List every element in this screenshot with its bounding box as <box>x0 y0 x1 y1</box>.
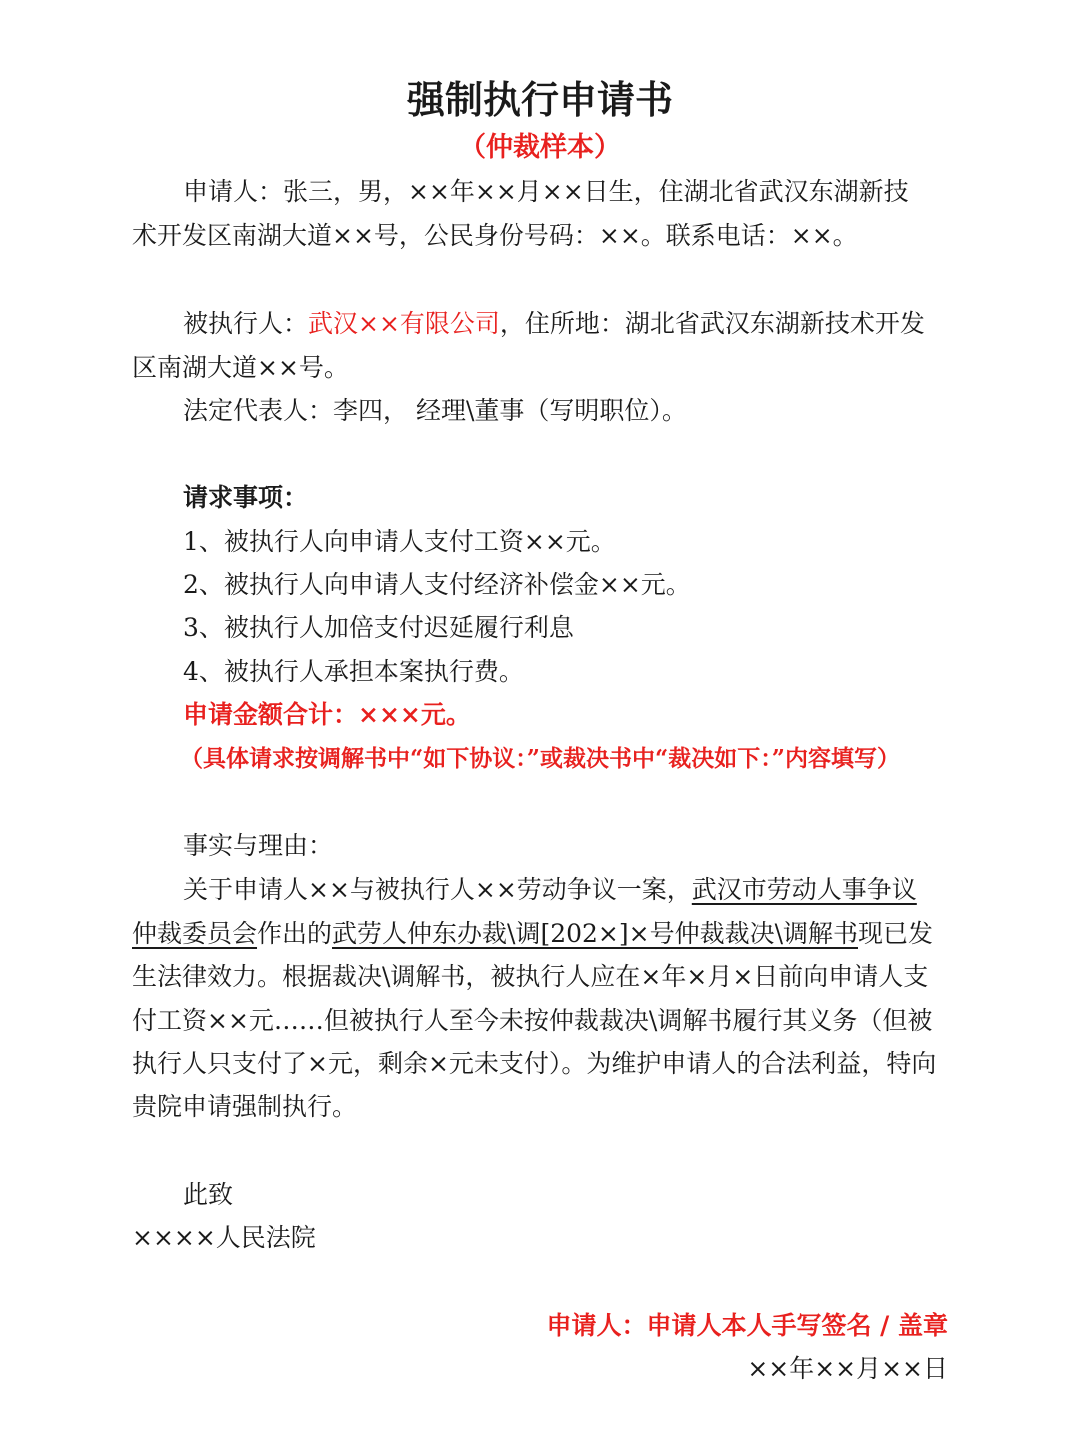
facts-line-4: 付工资××元……但被执行人至今未按仲裁裁决\调解书履行其义务（但被 <box>132 1006 933 1035</box>
signature-date: ××年××月××日 <box>747 1354 948 1383</box>
court-name: ××××人民法院 <box>132 1223 316 1252</box>
applicant-line-1: 申请人：张三，男，××年××月××日生，住湖北省武汉东湖新技 <box>183 177 909 206</box>
legal-representative: 法定代表人：李四， 经理\董事（写明职位）。 <box>183 396 687 425</box>
facts-line-5: 执行人只支付了×元，剩余×元未支付）。为维护申请人的合法利益，特向 <box>132 1049 937 1078</box>
signature-line: 申请人：申请人本人手写签名 / 盖章 <box>546 1311 948 1340</box>
facts-text: 关于申请人××与被执行人××劳动争议一案， <box>183 875 692 904</box>
facts-line-1 <box>183 868 948 912</box>
request-item-3: 3、被执行人加倍支付迟延履行利息 <box>183 613 574 642</box>
facts-line-2 <box>132 912 948 956</box>
facts-line-3: 生法律效力。根据裁决\调解书，被执行人应在×年×月×日前向申请人支 <box>132 962 929 991</box>
request-note: （具体请求按调解书中“如下协议：”或裁决书中“裁决如下：”内容填写） <box>180 745 900 772</box>
request-total: 申请金额合计：×××元。 <box>183 700 471 729</box>
request-item-4: 4、被执行人承担本案执行费。 <box>183 657 524 686</box>
request-item-2: 2、被执行人向申请人支付经济补偿金××元。 <box>183 570 691 599</box>
respondent-line-1 <box>183 302 948 346</box>
facts-text: 作出的 <box>257 919 333 948</box>
arbitration-committee-name-cont: 仲裁委员会 <box>132 919 258 948</box>
facts-heading: 事实与理由： <box>183 831 334 860</box>
arbitration-committee-name: 武汉市劳动人事争议 <box>691 875 917 904</box>
salutation: 此致 <box>183 1180 234 1209</box>
requests-heading: 请求事项： <box>183 483 309 512</box>
facts-text: 现已发 <box>858 919 934 948</box>
respondent-label: 被执行人： <box>183 309 309 338</box>
document-subtitle: （仲裁样本） <box>459 132 621 163</box>
award-number: 武劳人仲东办裁\调[202×]×号仲裁裁决\调解书 <box>332 919 858 948</box>
facts-line-6: 贵院申请强制执行。 <box>132 1092 358 1121</box>
respondent-company: 武汉××有限公司 <box>308 309 500 338</box>
respondent-address-start: ，住所地：湖北省武汉东湖新技术开发 <box>499 309 925 338</box>
document-title: 强制执行申请书 <box>406 78 673 122</box>
respondent-line-2: 区南湖大道××号。 <box>132 353 349 382</box>
request-item-1: 1、被执行人向申请人支付工资××元。 <box>183 527 616 556</box>
applicant-line-2: 术开发区南湖大道××号，公民身份号码：××。联系电话：××。 <box>132 221 858 250</box>
